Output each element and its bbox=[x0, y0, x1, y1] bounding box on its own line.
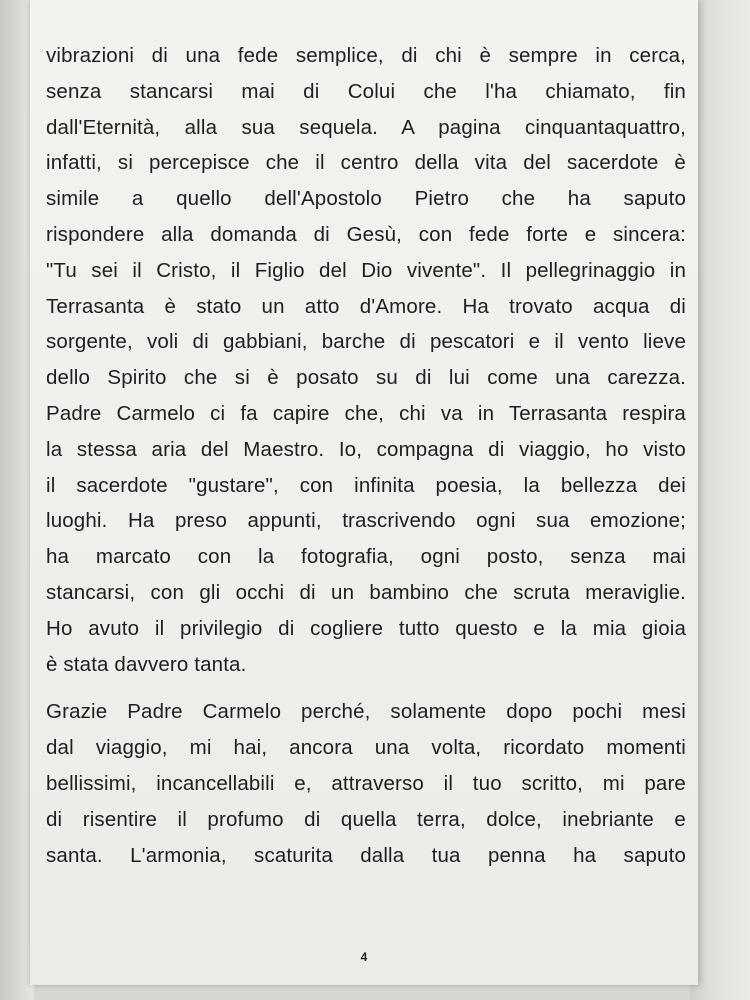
text-line: luoghi. Ha preso appunti, trascrivendo ogni sua emozione; bbox=[46, 509, 686, 533]
text-line: Terrasanta è stato un atto d'Amore. Ha trovato acqua di bbox=[46, 294, 686, 318]
backdrop-left bbox=[0, 0, 34, 1000]
text-line: la stessa aria del Maestro. Io, compagna di viaggio, ho visto bbox=[46, 437, 686, 461]
text-line: dal viaggio, mi hai, ancora una volta, ricordato momenti bbox=[46, 736, 686, 760]
text-line: il sacerdote "gustare", con infinita poesia, la bellezza dei bbox=[46, 473, 686, 497]
text-line: Grazie Padre Carmelo perché, solamente dopo pochi mesi bbox=[46, 700, 686, 724]
text-line: simile a quello dell'Apostolo Pietro che ha saputo bbox=[46, 187, 686, 211]
text-line: di risentire il profumo di quella terra, dolce, inebriante e bbox=[46, 807, 686, 831]
paragraph-1 bbox=[46, 38, 686, 682]
text-line: rispondere alla domanda di Gesù, con fede forte e sincera: bbox=[46, 222, 686, 246]
text-line: stancarsi, con gli occhi di un bambino che scruta meraviglie. bbox=[46, 580, 686, 604]
text-line: Padre Carmelo ci fa capire che, chi va in Terrasanta respira bbox=[46, 401, 686, 425]
paragraph-gap bbox=[46, 682, 686, 694]
text-line: infatti, si percepisce che il centro della vita del sacerdote è bbox=[46, 151, 686, 175]
text-line: dall'Eternità, alla sua sequela. A pagina cinquantaquattro, bbox=[46, 115, 686, 139]
page-body-text bbox=[46, 38, 686, 873]
page-number: 4 bbox=[360, 950, 368, 964]
text-line: dello Spirito che si è posato su di lui come una carezza. bbox=[46, 366, 686, 390]
text-line: bellissimi, incancellabili e, attraverso il tuo scritto, mi pare bbox=[46, 771, 686, 795]
text-line: è stata davvero tanta. bbox=[46, 652, 247, 676]
book-page bbox=[30, 0, 698, 985]
paragraph-2 bbox=[46, 694, 686, 873]
text-line: santa. L'armonia, scaturita dalla tua penna ha saputo bbox=[46, 843, 686, 867]
text-line: ha marcato con la fotografia, ogni posto, senza mai bbox=[46, 545, 686, 569]
text-line: senza stancarsi mai di Colui che l'ha chiamato, fin bbox=[46, 79, 686, 103]
text-line: vibrazioni di una fede semplice, di chi è sempre in cerca, bbox=[46, 44, 686, 67]
text-line: "Tu sei il Cristo, il Figlio del Dio vivente". Il pellegrinaggio in bbox=[46, 258, 686, 282]
text-line: Ho avuto il privilegio di cogliere tutto questo e la mia gioia bbox=[46, 616, 686, 640]
text-line: sorgente, voli di gabbiani, barche di pescatori e il vento lieve bbox=[46, 330, 686, 354]
backdrop-right-next-page bbox=[690, 0, 750, 1000]
